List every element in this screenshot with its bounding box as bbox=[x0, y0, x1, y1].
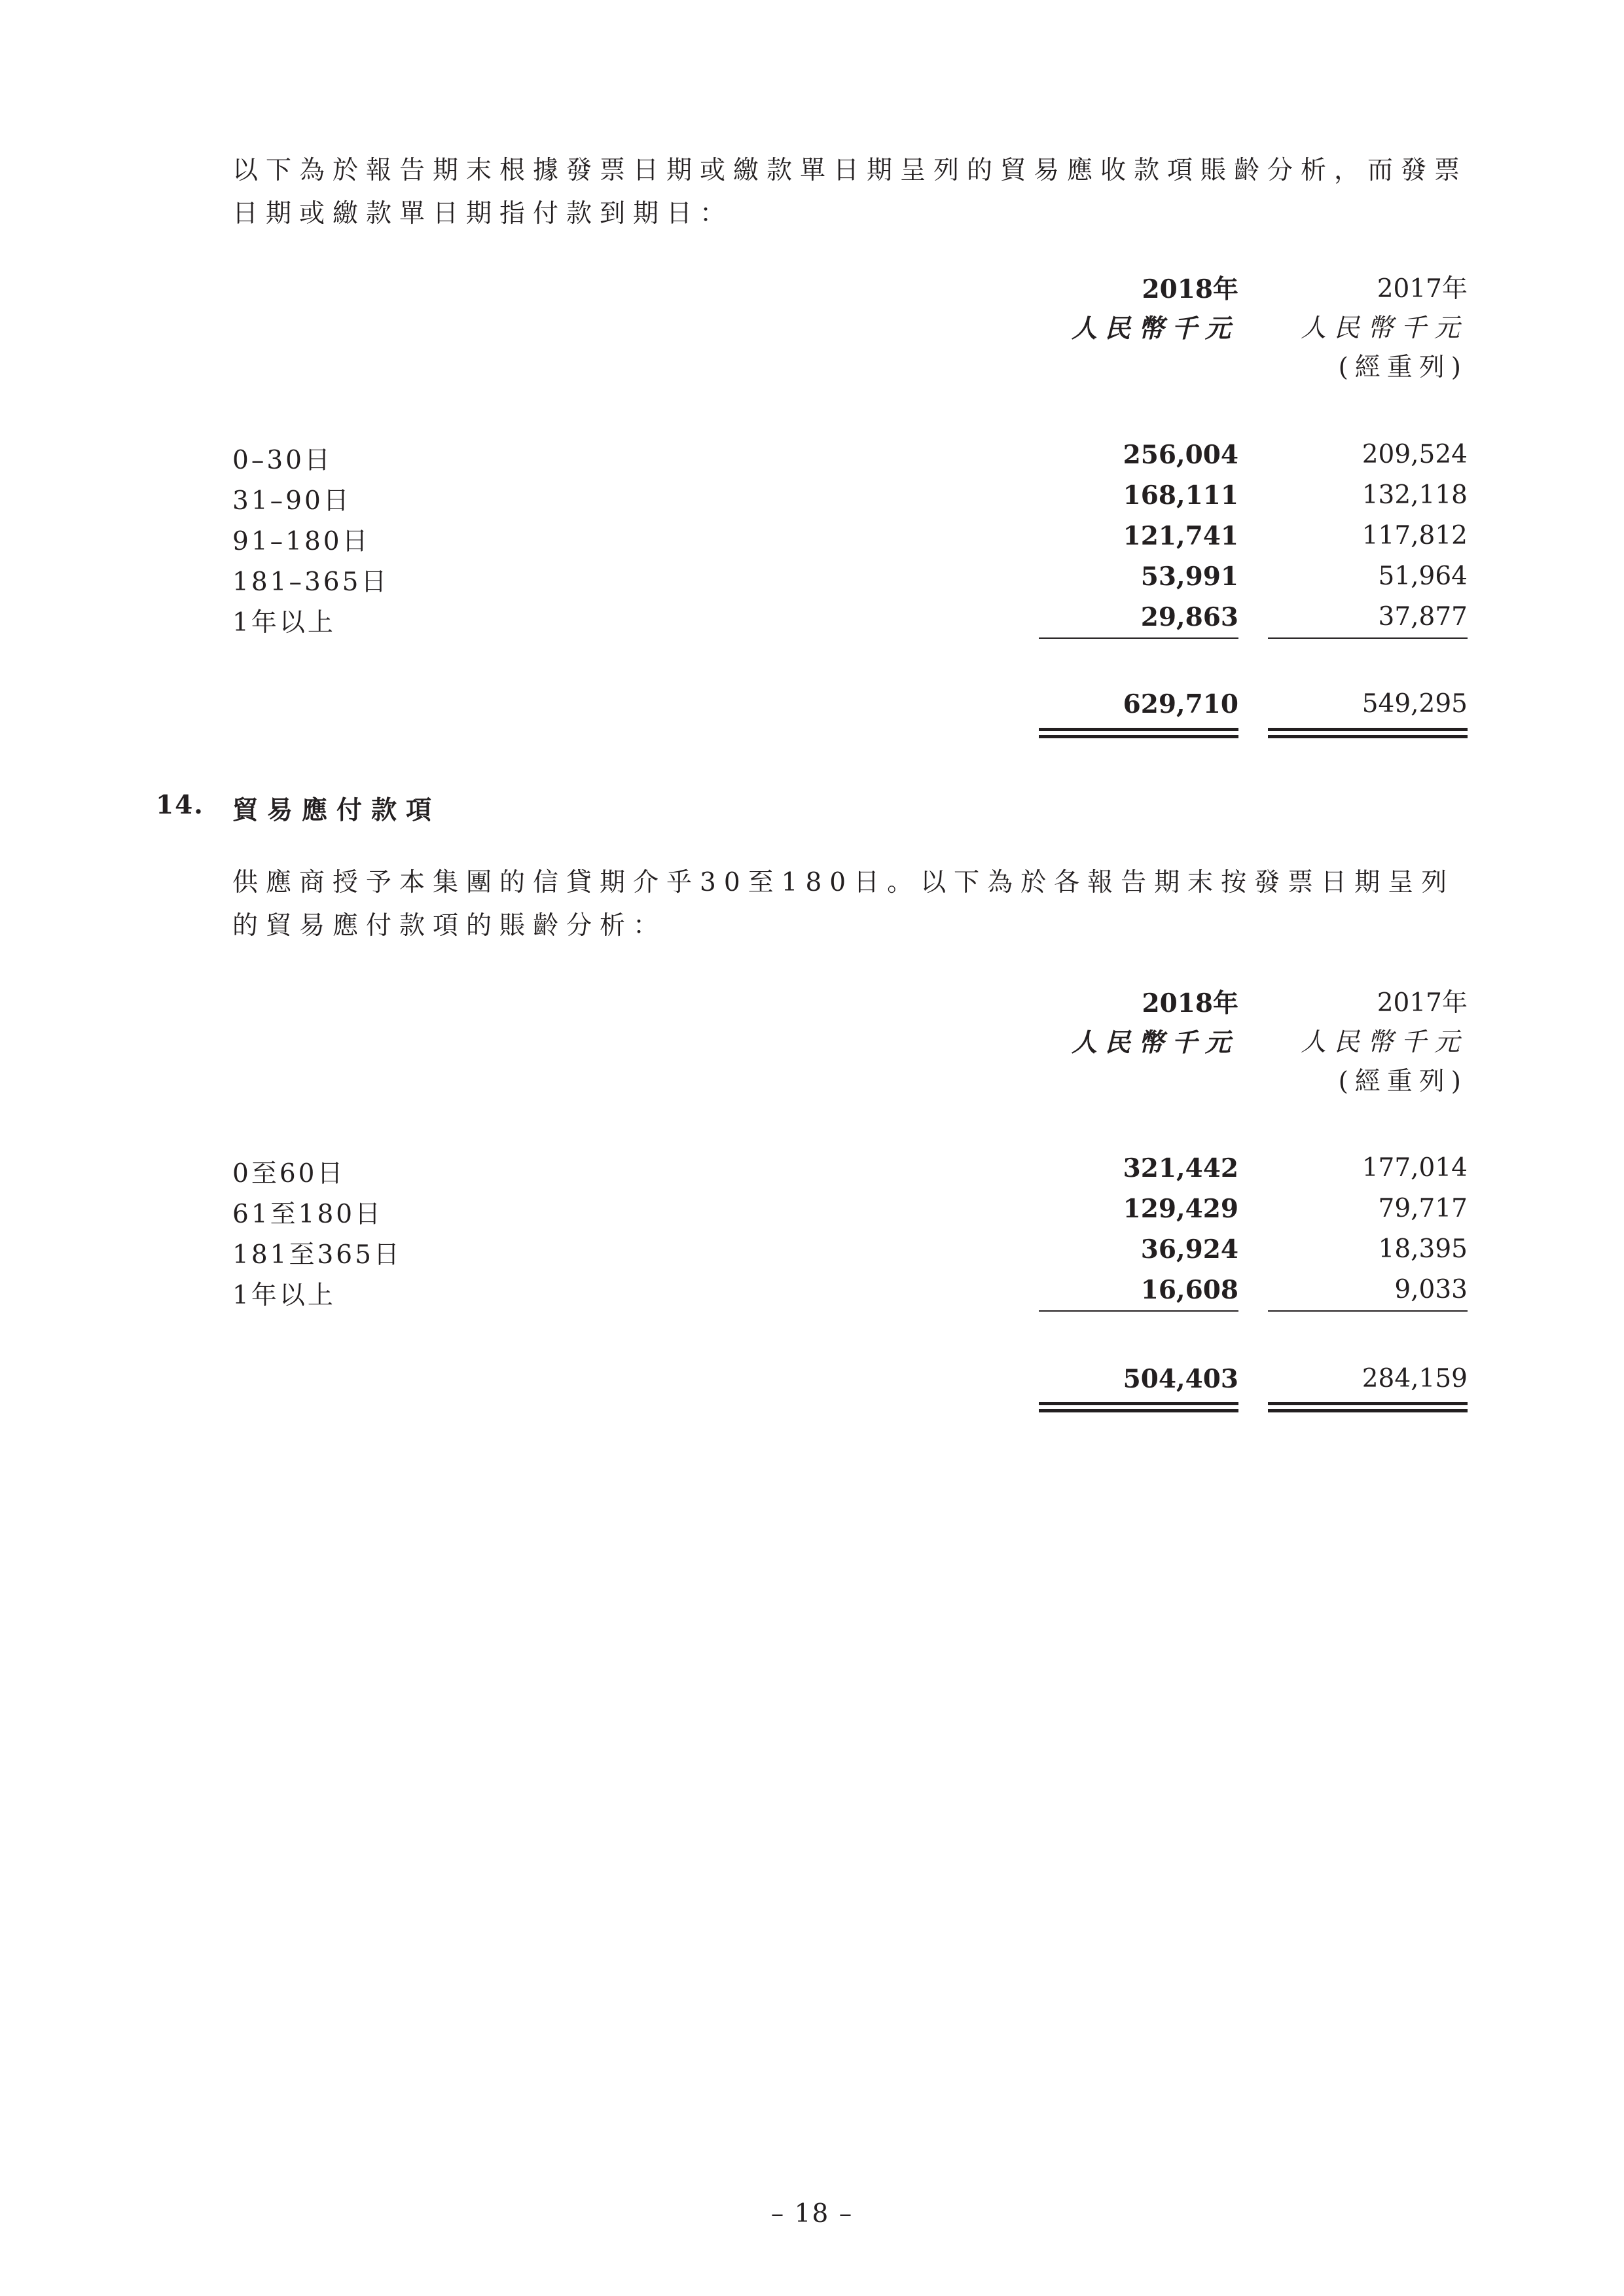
table-row-label: 0–30日 bbox=[232, 446, 333, 475]
table-cell-2018: 16,608 bbox=[1140, 1275, 1238, 1305]
payables-total-2017: 284,159 bbox=[1362, 1364, 1468, 1393]
table-row-label: 1年以上 bbox=[232, 1281, 336, 1310]
subtotal-rule bbox=[1268, 1310, 1468, 1312]
total-double-rule bbox=[1039, 1402, 1238, 1412]
payables-header-2017-year: 2017年 bbox=[1377, 988, 1468, 1018]
table-cell-2017: 51,964 bbox=[1378, 562, 1468, 591]
table-row-label: 61至180日 bbox=[232, 1200, 384, 1229]
table-row-label: 31–90日 bbox=[232, 486, 352, 516]
table-cell-2017: 79,717 bbox=[1378, 1194, 1468, 1223]
payables-header-2018-currency: 人民幣千元 bbox=[1071, 1028, 1238, 1058]
table-cell-2018: 256,004 bbox=[1123, 440, 1238, 470]
table-cell-2018: 129,429 bbox=[1123, 1194, 1238, 1224]
receivables-total-2017: 549,295 bbox=[1362, 689, 1468, 719]
table-cell-2018: 121,741 bbox=[1123, 521, 1238, 551]
section-number: 14. bbox=[156, 790, 204, 820]
table-cell-2018: 36,924 bbox=[1140, 1234, 1238, 1265]
subtotal-rule bbox=[1039, 1310, 1238, 1312]
table-row-label: 91–180日 bbox=[232, 527, 370, 556]
table-row-label: 181至365日 bbox=[232, 1240, 402, 1270]
payables-header-2017-currency: 人民幣千元 bbox=[1300, 1028, 1468, 1057]
receivables-header-2018-currency: 人民幣千元 bbox=[1071, 314, 1238, 344]
section-title: 貿易應付款項 bbox=[232, 795, 441, 825]
receivables-header-2018-year: 2018年 bbox=[1142, 274, 1238, 304]
payables-header-2018-year: 2018年 bbox=[1142, 988, 1238, 1018]
receivables-header-2017-currency: 人民幣千元 bbox=[1300, 314, 1468, 343]
subtotal-rule bbox=[1268, 637, 1468, 639]
table-cell-2018: 321,442 bbox=[1123, 1153, 1238, 1183]
payables-intro-paragraph: 供應商授予本集團的信貸期介乎30至180日。以下為於各報告期末按發票日期呈列的貿易應付款項的賬齡分析： bbox=[232, 868, 1455, 941]
table-cell-2017: 18,395 bbox=[1378, 1234, 1468, 1264]
table-cell-2018: 53,991 bbox=[1140, 562, 1238, 592]
table-cell-2017: 117,812 bbox=[1362, 521, 1468, 550]
total-double-rule bbox=[1039, 728, 1238, 738]
receivables-total-2018: 629,710 bbox=[1123, 689, 1238, 719]
payables-total-2018: 504,403 bbox=[1123, 1364, 1238, 1394]
total-double-rule bbox=[1268, 728, 1468, 738]
table-cell-2018: 29,863 bbox=[1140, 602, 1238, 632]
table-cell-2017: 177,014 bbox=[1362, 1153, 1468, 1183]
total-double-rule bbox=[1268, 1402, 1468, 1412]
payables-header-2017-note: (經重列) bbox=[1338, 1067, 1468, 1096]
receivables-intro-paragraph: 以下為於報告期末根據發票日期或繳款單日期呈列的貿易應收款項賬齡分析，而發票日期或繳款單日期指付款到期日： bbox=[232, 156, 1468, 228]
receivables-header-2017 bbox=[1258, 270, 1468, 387]
payables-header-2018 bbox=[1029, 984, 1238, 1062]
table-cell-2017: 9,033 bbox=[1394, 1275, 1468, 1304]
table-row-label: 181–365日 bbox=[232, 567, 389, 597]
subtotal-rule bbox=[1039, 637, 1238, 639]
payables-header-2017 bbox=[1258, 984, 1468, 1102]
receivables-header-2018 bbox=[1029, 270, 1238, 348]
table-cell-2017: 132,118 bbox=[1362, 480, 1468, 510]
receivables-header-2017-note: (經重列) bbox=[1338, 353, 1468, 382]
table-cell-2017: 37,877 bbox=[1378, 602, 1468, 632]
receivables-header-2017-year: 2017年 bbox=[1377, 274, 1468, 304]
page-number: – 18 – bbox=[770, 2199, 854, 2229]
table-cell-2018: 168,111 bbox=[1123, 480, 1238, 511]
table-cell-2017: 209,524 bbox=[1362, 440, 1468, 469]
table-row-label: 0至60日 bbox=[232, 1159, 346, 1189]
table-row-label: 1年以上 bbox=[232, 608, 336, 637]
